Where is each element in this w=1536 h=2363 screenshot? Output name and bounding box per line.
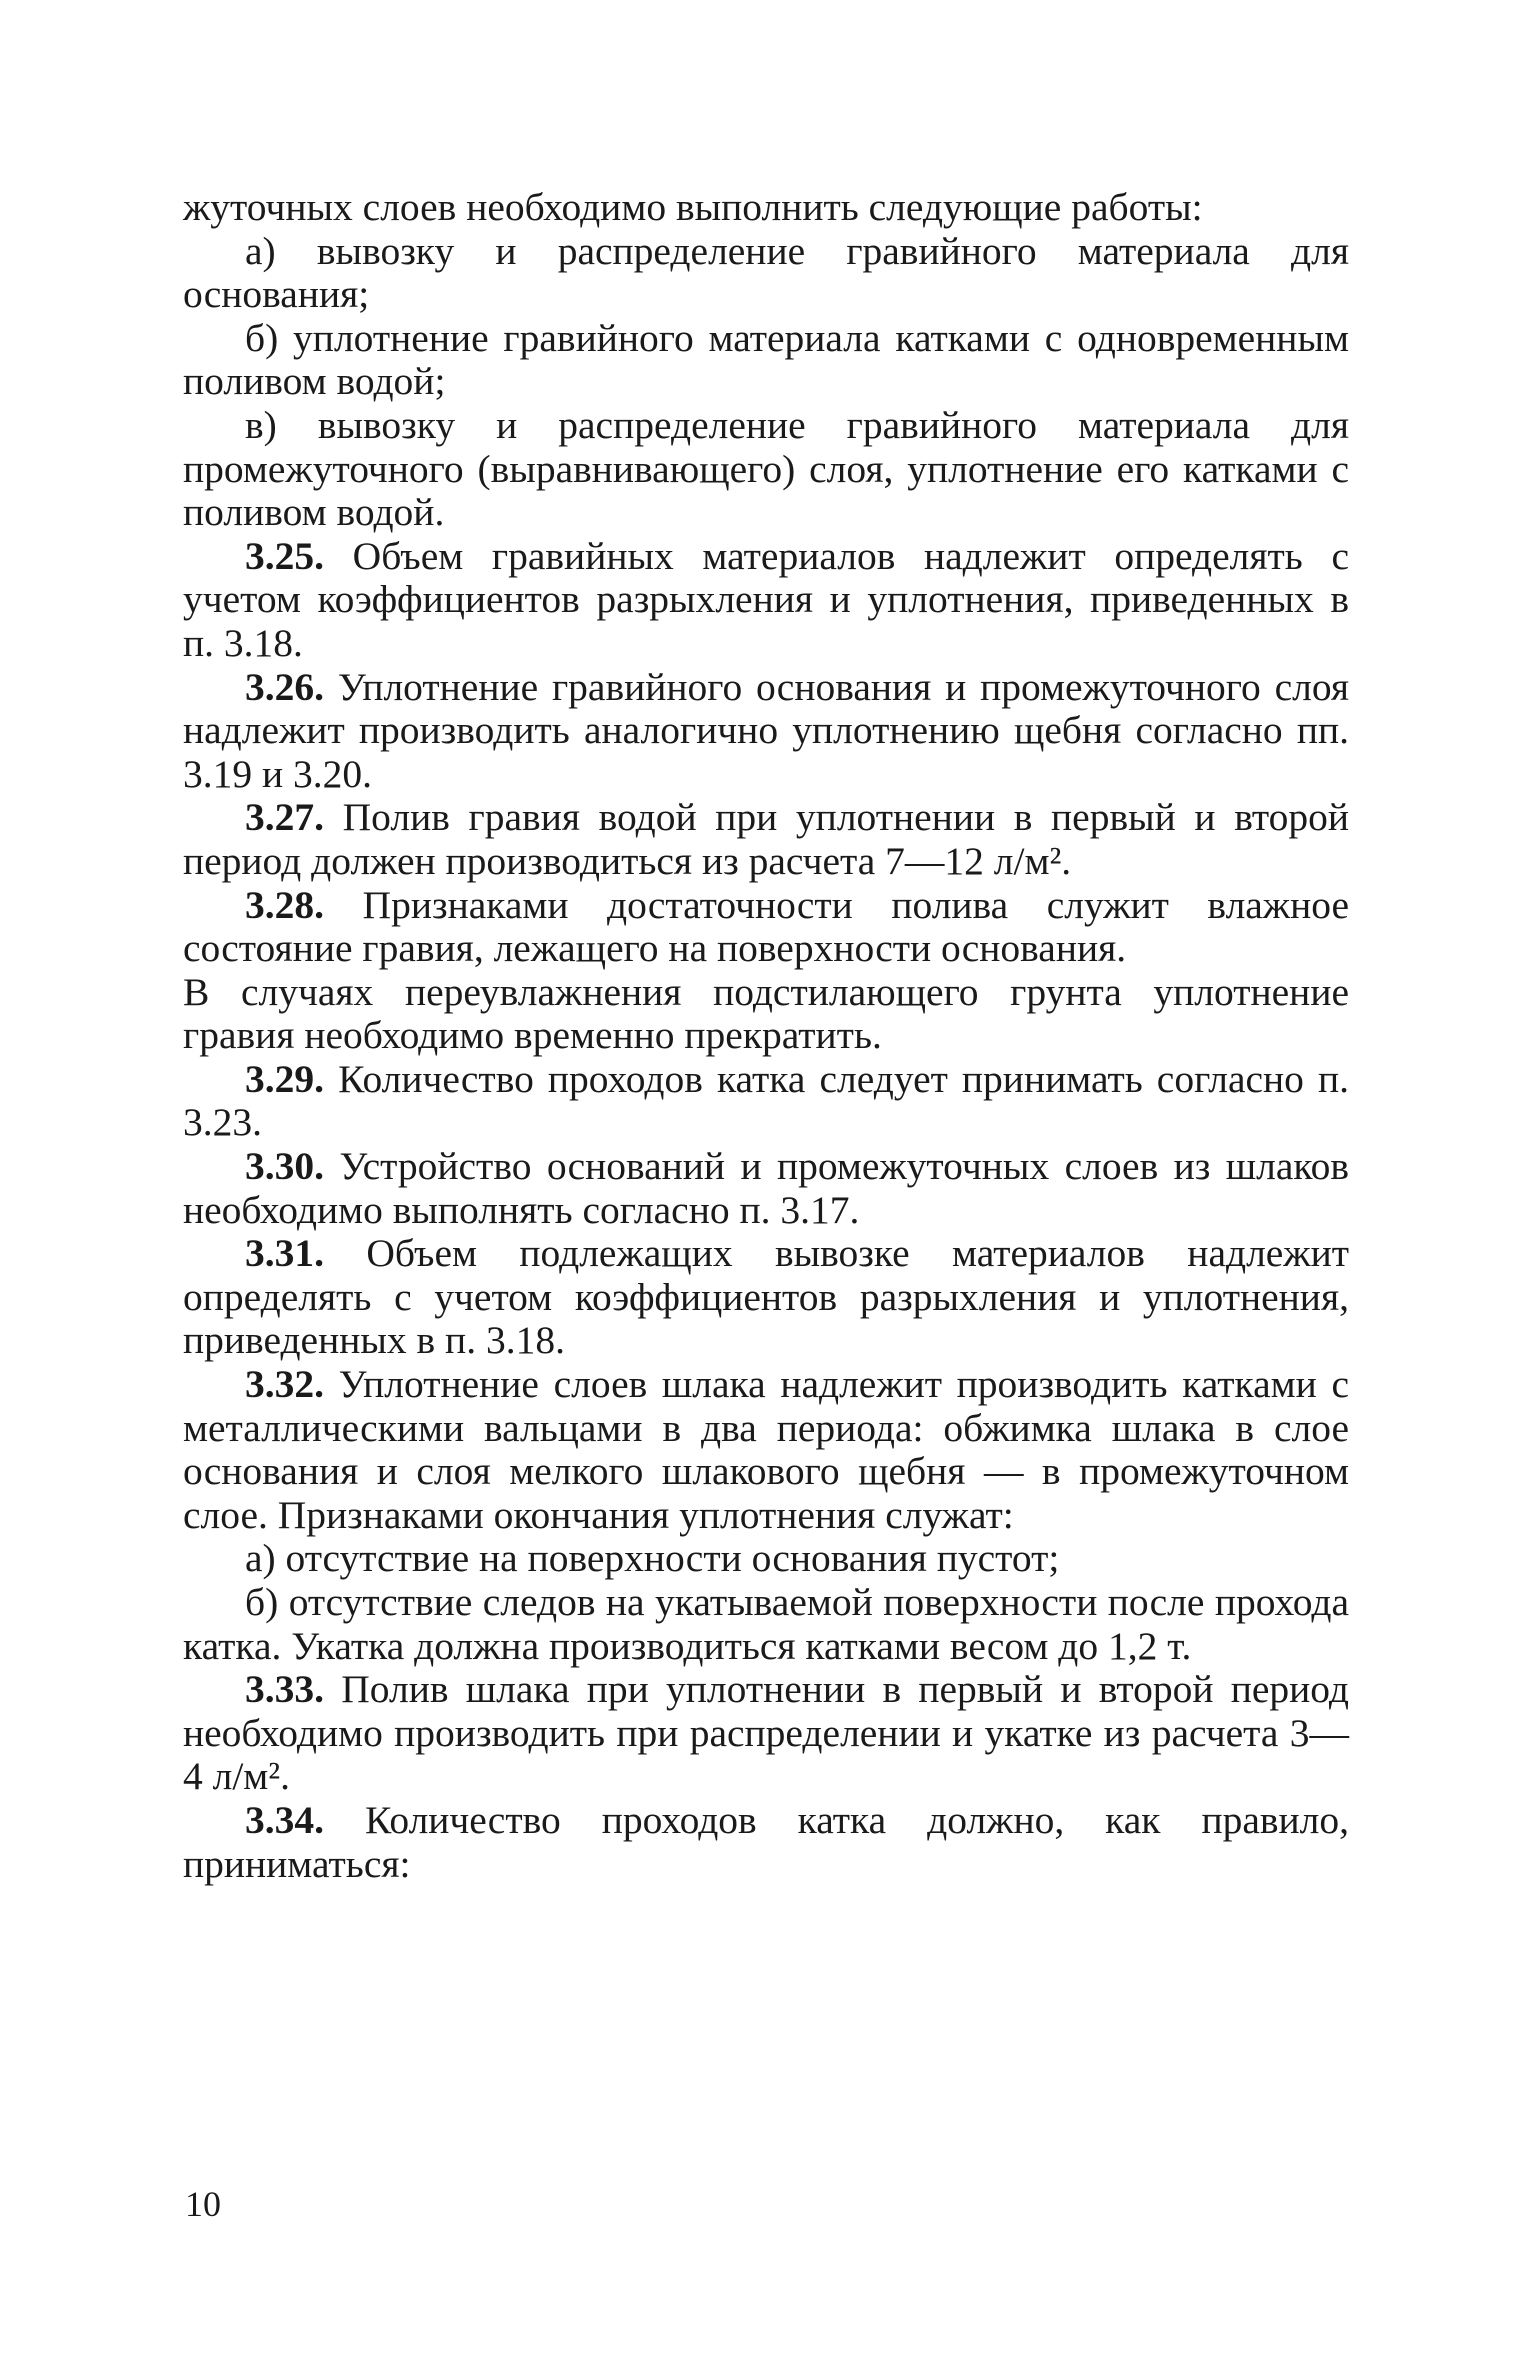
paragraph-note	[183, 971, 1349, 1058]
list-item-a	[183, 230, 1349, 317]
clause-3-34	[183, 1799, 1349, 1886]
paragraph-text: Полив шлака при уплотнении в первый и второй период необходимо производить при распределении и укатке из расчета 3—4 л/м².	[183, 1667, 1350, 1799]
clause-number: 3.30.	[245, 1144, 324, 1189]
paragraph-text: Уплотнение гравийного основания и промежуточного слоя надлежит производить аналогично уплотнению щебня согласно пп. 3.19 и 3.20.	[183, 664, 1349, 796]
paragraph-text: Объем гравийных материалов надлежит определять с учетом коэффициентов разрыхления и уплотнения, приведенных в п. 3.18.	[183, 533, 1350, 665]
clause-3-29	[183, 1058, 1349, 1145]
clause-number: 3.31.	[245, 1231, 324, 1276]
paragraph-text: Объем подлежащих вывозке материалов надлежит определять с учетом коэффициентов разрыхления и уплотнения, приведенных в п. 3.18.	[183, 1231, 1350, 1363]
clause-3-26	[183, 666, 1349, 797]
paragraph-text: а) вывозку и распределение гравийного материала для основания;	[183, 228, 1349, 317]
paragraph-text: Количество проходов катка должно, как правило, приниматься:	[183, 1797, 1350, 1886]
list-item-b	[183, 1581, 1349, 1668]
clause-3-30	[183, 1145, 1349, 1232]
paragraph-text: Признаками достаточности полива служит влажное состояние гравия, лежащего на поверхности основания.	[183, 882, 1350, 971]
paragraph-text: б) отсутствие следов на укатываемой поверхности после прохода катка. Укатка должна производиться катками весом до 1,2 т.	[183, 1580, 1349, 1668]
paragraph-text: б) уплотнение гравийного материала катками с одновременным поливом водой;	[183, 315, 1349, 404]
paragraph-text: в) вывозку и распределение гравийного материала для промежуточного (выравнивающего) слоя, уплотнение его катками с поливом водой.	[183, 402, 1349, 535]
paragraph-text: В случаях переувлажнения подстилающего грунта уплотнение гравия необходимо временно прекратить.	[183, 969, 1349, 1058]
list-item-b	[183, 317, 1349, 404]
clause-number: 3.25.	[245, 533, 324, 578]
clause-number: 3.27.	[245, 795, 324, 840]
clause-number: 3.32.	[245, 1362, 324, 1407]
paragraph-text: Уплотнение слоев шлака надлежит производить катками с металлическими вальцами в два периода: обжимка шлака в слое основания и слоя мелкого шлакового щебня — в промежуточном слое. Признаками окончания уплотнения служат:	[183, 1362, 1349, 1537]
document-body	[183, 186, 1349, 1886]
clause-3-33	[183, 1668, 1349, 1799]
paragraph-text: жуточных слоев необходимо выполнить следующие работы:	[183, 185, 1203, 229]
clause-number: 3.33.	[245, 1667, 324, 1712]
paragraph-text: Устройство оснований и промежуточных слоев из шлаков необходимо выполнять согласно п. 3.17.	[183, 1144, 1350, 1232]
clause-number: 3.28.	[245, 882, 324, 927]
clause-number: 3.29.	[245, 1056, 324, 1101]
clause-3-25	[183, 535, 1349, 666]
clause-number: 3.34.	[245, 1797, 324, 1842]
clause-3-31	[183, 1232, 1349, 1363]
clause-3-28	[183, 884, 1349, 971]
paragraph-text: а) отсутствие на поверхности основания пустот;	[245, 1536, 1060, 1581]
paragraph-text: Количество проходов катка следует принимать согласно п. 3.23.	[183, 1056, 1349, 1145]
paragraph-text: Полив гравия водой при уплотнении в первый и второй период должен производиться из расчета 7—12 л/м².	[183, 795, 1350, 883]
list-item-v	[183, 404, 1349, 535]
paragraph-continuation	[183, 186, 1349, 230]
list-item-a	[183, 1537, 1349, 1581]
clause-number: 3.26.	[245, 664, 324, 709]
clause-3-32	[183, 1363, 1349, 1537]
page-number: 10	[185, 2184, 221, 2224]
clause-3-27	[183, 796, 1349, 883]
